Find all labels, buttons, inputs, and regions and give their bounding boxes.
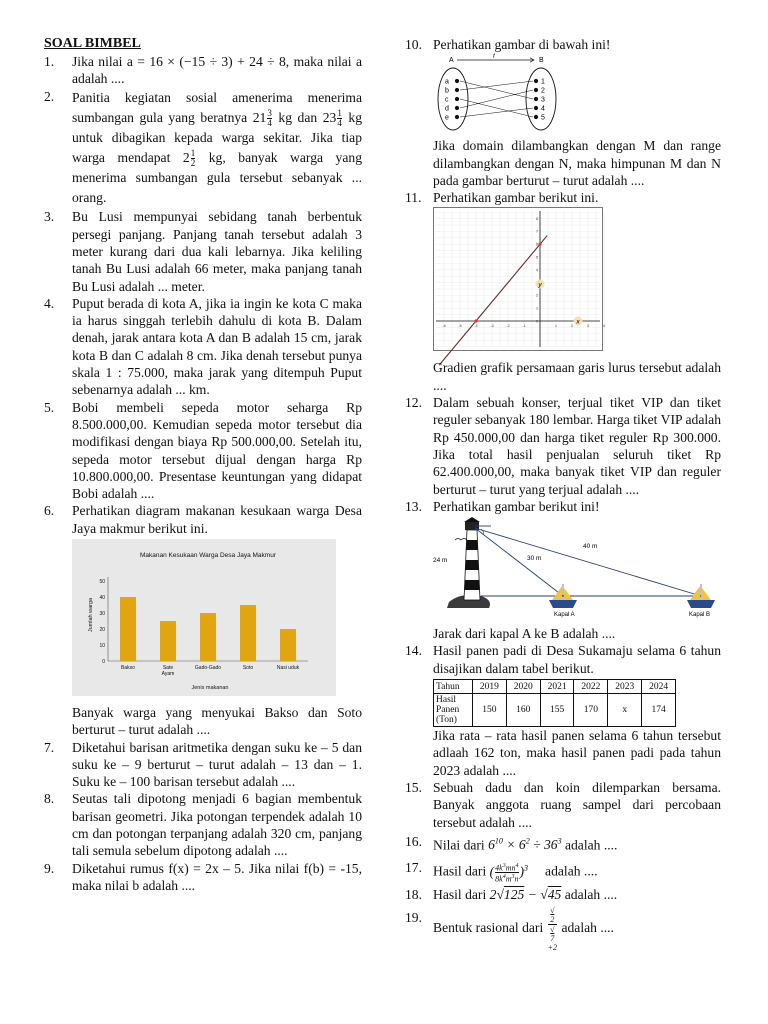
math-expression: √ 2 √ 7 +2 [547,905,558,952]
line-graph [433,207,603,351]
question-6-follow-up [44,704,362,739]
range-point [534,79,538,83]
bar-soto [240,605,256,661]
question-number: 2. [44,88,55,104]
question-number: 14. [405,643,422,659]
question-16 [405,831,721,857]
question-number: 1. [44,54,55,69]
text-part: Hasil dari [433,863,487,879]
question-text: Hasil panen padi di Desa Sukamaju selama 6 tahun disajikan dalam tabel berikut. [433,643,721,676]
question-17 [405,856,721,884]
range-element: 5 [541,114,545,122]
domain-element: e [445,114,449,122]
question-number: 15. [405,779,422,795]
question-text [433,884,721,906]
height-label: 24 m [433,557,448,565]
bar-bakso [120,597,136,661]
question-6 [44,502,362,537]
x-tick-label: -1 [522,324,526,329]
y-tick-label: 5 [536,255,538,260]
table-header-cell: Tahun [434,680,473,694]
table-row [434,694,676,727]
x-tick-label: Soto [242,664,254,671]
question-text: Gradien grafik persamaan garis lurus tersebut adalah .... [433,360,721,393]
domain-point [455,97,459,101]
table-cell: 2021 [540,680,574,694]
range-element: 4 [541,105,545,113]
question-number: 12. [405,395,422,411]
table-cell: 150 [473,694,507,727]
y-intercept-point [538,243,541,246]
harvest-table [433,679,676,727]
x-tick-label: -3 [490,324,494,329]
fraction: $\frac{1}{2}$ [190,148,196,169]
x-tick-label: 2 [571,324,573,329]
table-cell: 2024 [642,680,676,694]
question-3 [44,208,362,294]
text-part: Nilai dari [433,837,485,853]
y-tick-label: 1 [536,306,538,311]
table-header-cell: Hasil Panen (Ton) [434,694,473,727]
question-number: 6. [44,503,55,519]
question-1 [44,53,362,88]
table-cell: 174 [642,694,676,727]
table-row [434,680,676,694]
table-cell: x [608,694,642,727]
range-point [534,97,538,101]
question-text: Puput berada di kota A, jika ia ingin ke kota C maka ia harus singgah terlebih dahulu di kota B. Dalam denah, jarak antara kota A dan B adalah 15 cm, jarak kota B dan C adalah 8 cm. Jika denah tersebut punya skala 1 : 75.000, maka jarak yang ditempuh Puput sebenarnya adalah ... km. [72,295,362,398]
x-tick-label: -6 [442,324,446,329]
x-intercept-point [474,320,477,323]
question-text [433,906,721,952]
question-7 [44,739,362,791]
y-tick-label: 6 [536,242,538,247]
table-cell: 2019 [473,680,507,694]
mapping-diagram-figure [433,54,721,136]
question-number: 11. [405,190,422,206]
question-number: 10. [405,37,422,52]
function-label: f [493,54,495,61]
chart-title: Makanan Kesukaan Warga Desa Jaya Makmur [140,551,276,559]
math-expression: $6^{10} \times 6^2 \div 36^3$ [488,836,562,853]
text-part: Hasil dari [433,886,487,902]
y-tick-label: 50 [99,578,105,585]
text-part: adalah .... [564,837,618,853]
math-expression: ( $\frac{4k^3mn^4}{8k^4m^3n}$ )$^3$ [489,862,529,884]
math-expression: 2√125 − √45 [489,886,562,902]
bird-icon [455,539,467,541]
domain-element: c [445,96,449,104]
y-tick-label: 40 [99,594,105,601]
y-axis-label: Jumlah warga [88,597,94,633]
question-13 [405,498,721,515]
y-tick-label: 8 [536,217,538,222]
question-8 [44,790,362,859]
table-cell: 2022 [574,680,608,694]
y-axis-label: y [538,281,542,289]
x-tick-label: -2 [506,324,510,329]
question-text: Sebuah dadu dan koin dilemparkan bersama. Banyak anggota ruang sampel dari percobaan tersebut adalah .... [433,779,721,830]
bar-gado-gado [200,613,216,661]
question-text: Perhatikan gambar di bawah ini! [433,37,611,52]
x-tick-label: -4 [474,324,478,329]
question-13-follow-up [405,625,721,642]
question-text: Seutas tali dipotong menjadi 6 bagian membentuk barisan geometri. Jika potongan terpendek adalah 10 cm dan potongan terpanjang adalah 320 cm, panjang tali semula sebelum dipotong adalah .... [72,791,362,859]
question-text [433,856,721,884]
table-cell: 170 [574,694,608,727]
table-cell: 2020 [506,680,540,694]
mapping-arrows [460,81,533,117]
question-text: Diketahui barisan aritmetika dengan suku ke – 5 dan suku ke – 9 berturut – turut adalah – 13 dan – 1. Suku ke – 100 barisan tersebut adalah .... [72,739,362,790]
bar-nasi-uduk [280,629,296,661]
x-tick-label: Bakso [121,664,135,671]
question-number: 4. [44,295,55,311]
text-part: adalah .... [564,886,618,902]
question-number: 3. [44,209,55,225]
table-cell: 155 [540,694,574,727]
text-part: Panitia kegiatan sosial amenerima menerima sumbangan gula yang beratnya 21 [72,89,362,125]
mapping-diagram [433,54,563,132]
question-number: 8. [44,791,55,807]
fraction: $\frac{1}{4}$ [337,107,342,128]
x-tick-label: Gado-Gado [194,664,222,671]
question-text: Jika domain dilambangkan dengan M dan range dilambangkan dengan N, maka himpunan M dan N pada gambar berturut – turut adalah .... [433,138,721,188]
fraction: $\frac{3}{4}$ [267,107,272,128]
domain-point [455,106,459,110]
range-point [534,88,538,92]
x-axis-label: Jenis makanan [191,684,229,691]
question-text: Perhatikan gambar berikut ini! [433,498,600,514]
domain-point [455,88,459,92]
domain-point [455,115,459,119]
x-tick-label: 4 [603,324,605,329]
question-10-follow-up [405,137,721,189]
food-bar-chart-figure [72,539,362,700]
domain-point [455,79,459,83]
x-tick-label: Nasi uduk [276,664,300,671]
question-text: Perhatikan diagram makanan kesukaan warga Desa Jaya makmur berikut ini. [72,503,362,536]
question-2 [44,88,362,209]
table-cell: 2023 [608,680,642,694]
domain-element: b [445,87,449,95]
question-text [72,88,362,209]
question-text: Bobi membeli sepeda motor seharga Rp 8.500.000,00. Kemudian sepeda motor tersebut dia modifikasi dengan biaya Rp 500.000,00. Setelah itu, sepeda motor tersebut dijual dengan harga Rp 10.800.000,00. Presentase keuntungan yang didapat Bobi adalah .... [72,399,362,502]
y-tick-label: 20 [99,626,105,633]
table-cell: 160 [506,694,540,727]
question-text: Jika rata – rata hasil panen selama 6 tahun tersebut adlaah 162 ton, maka hasil panen padi pada tahun 2023 adalah .... [433,728,721,778]
question-11-follow-up [405,359,721,394]
y-tick-label: 0 [102,658,105,665]
question-18 [405,884,721,906]
question-number: 17. [405,860,422,876]
range-point [534,106,538,110]
distance-lines [475,526,701,596]
question-text: Jarak dari kapal A ke B adalah .... [433,626,616,642]
question-number: 5. [44,399,55,415]
range-point [534,115,538,119]
distance-a-label: 30 m [527,555,542,563]
question-text: Dalam sebuah konser, terjual tiket VIP dan tiket reguler sebanyak 180 lembar. Harga tiket VIP adalah Rp 450.000,00 dan harga tiket reguler Rp 300.000. Jika total hasil penjualan seluruh tiket Rp 62.400.000,00, maka banyak tiket VIP dan reguler berturut – turut yang terjual adalah .... [433,395,721,497]
question-14 [405,642,721,677]
lighthouse-figure [433,516,721,624]
left-column [44,36,362,894]
question-text: Bu Lusi mempunyai sebidang tanah berbentuk persegi panjang. Panjang tanah tersebut adalah 3 meter kurang dari dua kali lebarnya. Jika keliling tanah Bu Lusi adalah 66 meter, maka panjang tanah Bu Lusi adalah ... meter. [72,209,362,294]
y-tick-label: 10 [99,642,105,649]
text-part: Bentuk rasional dari [433,920,544,936]
domain-element: d [445,105,449,113]
range-element: 3 [541,96,545,104]
text-part: kg dan 23 [278,109,337,125]
food-bar-chart [72,539,336,696]
question-12 [405,394,721,498]
x-axis-label: x [576,318,580,326]
bar-sate-ayam [160,621,176,661]
question-number: 16. [405,833,422,849]
y-tick-label: 30 [99,610,105,617]
x-tick-label: -5 [458,324,462,329]
ship-b-label: Kapal B [689,612,711,619]
set-a-label: A [449,57,454,65]
question-text: Banyak warga yang menyukai Bakso dan Soto berturut – turut adalah .... [72,704,362,738]
lighthouse-diagram [433,516,723,620]
text-part: adalah .... [545,863,598,879]
distance-b-label: 40 m [583,543,598,551]
question-number: 9. [44,860,55,876]
question-number: 18. [405,886,422,902]
question-number: 7. [44,739,55,755]
question-15 [405,779,721,831]
question-4 [44,295,362,399]
question-14-follow-up [405,727,721,779]
text-part: kg, banyak warga yang menerima sumbangan gula tersebut sebanyak ... orang. [72,149,362,206]
y-tick-label: 4 [536,268,538,273]
question-number: 19. [405,909,422,925]
y-tick-label: 2 [536,294,538,299]
range-element: 1 [541,78,545,86]
question-10 [405,36,721,53]
question-text: Jika nilai a = 16 × (−15 ÷ 3) + 24 ÷ 8, maka nilai a adalah .... [72,54,362,87]
page-title: SOAL BIMBEL [44,36,141,51]
ship-a-label: Kapal A [554,612,575,619]
question-19 [405,906,721,952]
question-9 [44,860,362,895]
domain-oval [438,68,468,130]
question-number: 13. [405,498,422,514]
y-tick-label: 7 [536,230,538,235]
question-11 [405,189,721,206]
x-tick-label: 3 [587,324,589,329]
x-tick-label: 1 [555,324,557,329]
domain-element: a [445,78,449,86]
right-column [405,36,721,952]
question-text: Diketahui rumus f(x) = 2x – 5. Jika nilai f(b) = -15, maka nilai b adalah .... [72,860,362,893]
range-element: 2 [541,87,545,95]
question-5 [44,399,362,503]
x-tick-label: Sate Ayam [161,664,175,677]
text-part: kg untuk dibagikan kepada warga sekitar. Jika tiap warga mendapat 2 [72,109,362,165]
question-text [433,831,721,857]
line-graph-figure [433,207,721,355]
set-b-label: B [539,57,544,65]
question-text: Perhatikan gambar berikut ini. [433,190,599,206]
text-part: adalah .... [561,920,614,936]
y-tick-label: 0 [536,319,538,324]
